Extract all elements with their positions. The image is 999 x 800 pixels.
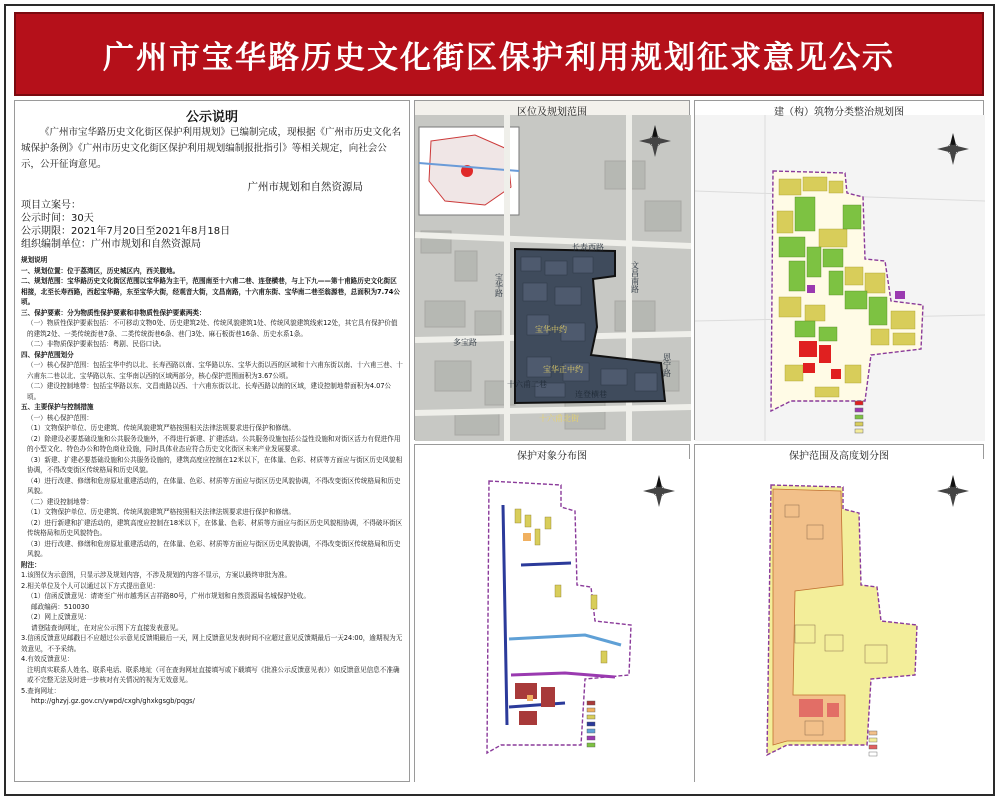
notice-line: 4.有效反馈意见：: [21, 655, 74, 663]
building-map: [695, 101, 985, 441]
location-map: [415, 101, 691, 441]
notice-line: 二、规划范围：宝华路历史文化街区范围以宝华路为主干，范围南至十六甫二巷、连登横巷，与上下九——第十甫路历史文化街区相接，北至长寿西路，西起宝华路，东至宝华大街，经观音大街，文昌南路，十六甫东街、宝华南二巷至翁源巷，总面积为7.74公顷。: [21, 277, 400, 306]
street-label: 连登横巷: [575, 390, 607, 399]
street-label: 长寿西路: [572, 243, 604, 252]
notice-line: 3.信函反馈意见邮戳日不应超过公示意见反馈期最后一天，网上反馈意见发表时间不应超过意见反馈期最后一天24:00，逾期视为无效意见，不予采纳。: [21, 634, 403, 653]
street-label: 宝华正中约: [543, 365, 583, 374]
notice-line: （一）核心保护范围：包括宝华中约以北、长寿西路以南、宝华路以东、宝华大街以西的区域和十六甫东街以南、十六甫三巷、十六甫东二巷以北、宝华路以东、宝华南以西的区域两部分，核心保护范围面积为3.67公顷。: [27, 361, 403, 380]
building-map-panel: [694, 100, 984, 440]
notice-line: （4）进行改建、修缮和危房原址重建活动的，在体量、色彩、材质等方面应与街区历史风貌协调，不得改变街区传统格局和历史风貌。: [27, 476, 401, 495]
notice-line: 5.查询网址：: [21, 686, 61, 695]
zoning-map-title: 保护范围及高度划分图: [789, 451, 889, 462]
street-label: 宝华中约: [535, 325, 567, 334]
notice-line: 一、规划位置：位于荔湾区，历史城区内，西关腹地。: [21, 266, 180, 275]
notice-line: 附注：: [21, 560, 41, 569]
notice-line: （3）进行改建、修缮和危房原址重建活动的，在体量、色彩、材质等方面应与街区历史风貌协调，不得改变街区传统格局和历史风貌。: [27, 539, 401, 558]
notice-line: 邮政编码：510030: [31, 602, 90, 611]
title-banner: [14, 12, 984, 96]
notice-line: 1.该图仅为示意图，只显示涉及规划内容，不涉及规划的内容不显示，方案以最终审批为准。: [21, 571, 292, 579]
notice-line: 四、保护范围划分: [21, 350, 74, 359]
notice-period: 公示期限：2021年7月20日至2021年8月18日: [21, 226, 231, 237]
notice-intro: 《广州市宝华路历史文化街区保护利用规划》已编制完成，现根据《广州市历史文化名城保护条例》《广州市历史文化街区保护利用规划编制报批指引》等相关规定，向社会公示，公开征询意见。: [21, 127, 402, 170]
location-map-panel: [414, 100, 690, 440]
street-label: 多宝路: [453, 338, 477, 347]
street-label: 文昌南路: [630, 261, 640, 293]
notice-line: 三、保护要素：分为物质性保护要素和非物质性保护要素两类：: [21, 308, 206, 317]
notice-bureau: 广州市规划和自然资源局: [247, 181, 363, 193]
notice-title: 公示说明: [185, 110, 238, 125]
notice-line: （一）核心保护范围：: [27, 413, 93, 422]
notice-panel: [14, 100, 410, 782]
notice-line: （1）文物保护单位、历史建筑、传统风貌建筑严格按照相关法律法规要求进行保护和修缮。: [27, 424, 295, 432]
notice-line: 请登陆查询网址，在对应公示图下方直接发表意见。: [31, 623, 183, 632]
zoning-map: [695, 445, 985, 783]
notice-line: （二）建设控制地带：包括宝华路以东、文昌南路以西、十六甫东街以北、长寿西路以南的区域，建设控制地带面积为4.07公顷。: [27, 382, 392, 401]
street-label: 宝华路: [494, 273, 504, 297]
notice-line: （二）非物质保护要素包括：粤剧、民俗口诀。: [27, 340, 166, 348]
notice-line: 五、主要保护与控制措施: [21, 403, 94, 411]
notice-duration: 公示时间：30天: [21, 213, 94, 224]
street-label: 十六甫北街: [539, 414, 579, 423]
notice-line: （二）建设控制地带：: [27, 497, 93, 506]
notice-line: （一）物质性保护要素包括：不可移动文物0处、历史建筑2处、传统风貌建筑1处、传统风貌建筑线索12处，其它具有保护价值的建筑2处、一类传统街巷7条、二类传统街巷6条、巷门3处、麻石板街巷16条、历史水系1条。: [27, 319, 398, 338]
zoning-map-panel: [694, 444, 984, 782]
notice-line: （2）除建设必要基础设施和公共服务设施外，不得进行新建、扩建活动。公共服务设施包括公益性设施和对街区活力有促进作用的小型文化、特色办公和特色商业设施，同时具体业态应符合历史文化街区未来产业发展要求。: [27, 434, 401, 453]
building-map-title: 建（构）筑物分类整治规划图: [774, 107, 904, 118]
project-number: 项目立案号：: [21, 200, 81, 211]
page-title: 广州市宝华路历史文化街区保护利用规划征求意见公示: [103, 39, 895, 76]
notice-line: （2）进行新建和扩建活动的，建筑高度应控制在18米以下，在体量、色彩、材质等方面应与街区历史风貌相协调，不得破坏街区传统格局和历史风貌特色。: [27, 518, 403, 537]
notice-line: （1）文物保护单位、历史建筑、传统风貌建筑严格按照相关法律法规要求进行保护和修缮。: [27, 508, 295, 516]
street-label: 恩宁路: [662, 353, 672, 377]
notice-line: 2.相关单位及个人可以通过以下方式提出意见：: [21, 581, 160, 590]
protection-map-title: 保护对象分布图: [517, 451, 587, 462]
protection-map: [415, 445, 691, 783]
notice-line: 注明真实联系人姓名、联系电话、联系地址（可在查询网址直接填写或下载填写《批准公示反馈意见表》）如反馈意见信息不准确或不完整无法及时进一步核对有关情况的视为无效意见。: [27, 665, 400, 684]
notice-line: （1）信函反馈意见：请寄至广州市越秀区吉祥路80号，广州市规划和自然资源局名城保护处收。: [27, 592, 310, 600]
notice-line: http://ghzyj.gz.gov.cn/ywpd/cxgh/ghxkgsgb/pqgs/: [31, 697, 195, 705]
notice-line: （3）新建、扩建必要基础设施和公共服务设施的，建筑高度应控制在12米以下，在体量、色彩、材质等方面应与街区历史风貌相协调，不得改变街区传统格局和历史风貌。: [27, 455, 403, 474]
location-map-title: 区位及规划范围: [517, 107, 587, 118]
notice-line: 规划说明: [21, 256, 48, 264]
street-label: 十六甫二巷: [507, 380, 547, 389]
protection-map-panel: [414, 444, 690, 782]
notice-line: （2）网上反馈意见：: [27, 613, 91, 621]
notice-sections: [21, 255, 403, 707]
organizer: 组织编制单位：广州市规划和自然资源局: [21, 239, 201, 250]
